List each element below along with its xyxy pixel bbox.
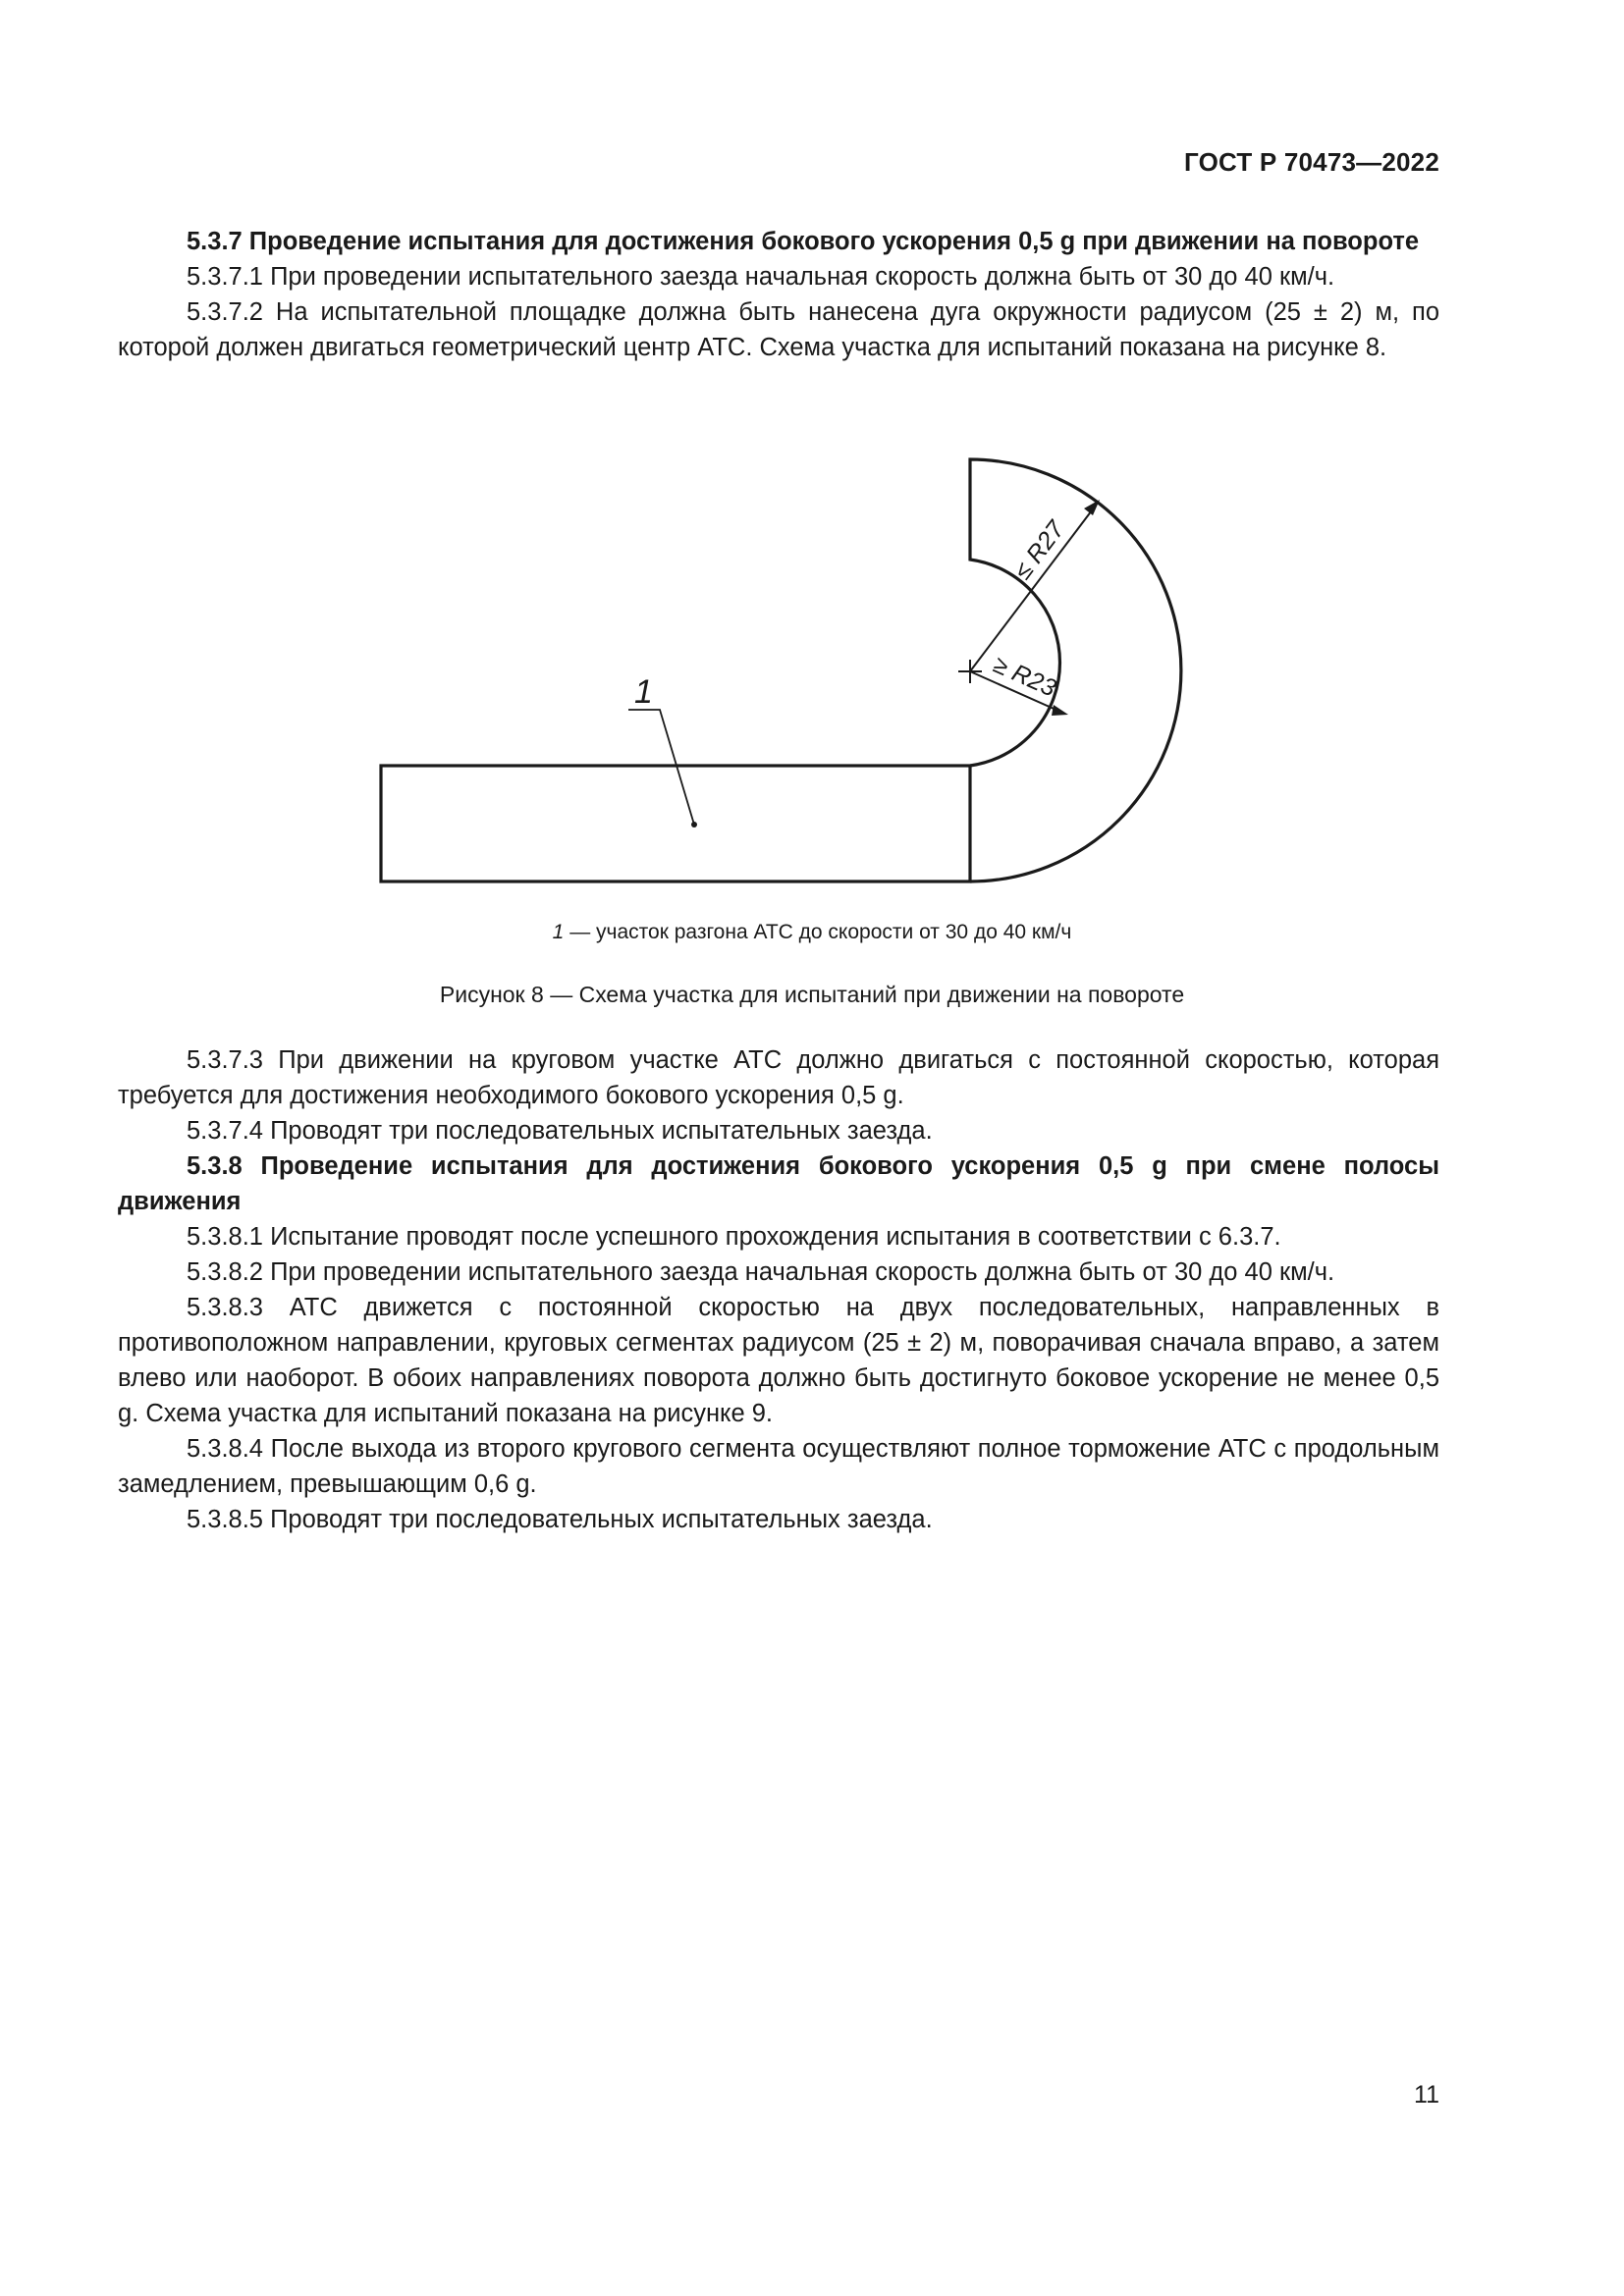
- outer-radius-line: [970, 507, 1095, 671]
- paragraph: 5.3.7.4 Проводят три последовательных испытательных заезда.: [187, 1117, 933, 1145]
- outer-radius-label: ≤ R27: [1008, 515, 1070, 585]
- paragraph: 5.3.8.2 При проведении испытательного заезда начальная скорость должна быть от 30 до 40 км/ч.: [187, 1258, 1335, 1286]
- paragraph: 5.3.7.3 При движении на круговом участке АТС должно двигаться с постоянной скоростью, которая требуется для достижения необходимого бокового ускорения 0,5 g.: [118, 1046, 1439, 1109]
- section-heading: 5.3.8 Проведение испытания для достижения бокового ускорения 0,5 g при смене полосы движения: [118, 1152, 1439, 1215]
- paragraph: 5.3.8.3 АТС движется с постоянной скоростью на двух последовательных, направленных в противоположном направлении, круговых сегментах радиусом (25 ± 2) м, поворачивая сначала вправо, а затем влево или наоборот. В обоих направлениях поворота должно быть достигнуто боковое ускорение не менее 0,5 g. Схема участка для испытаний показана на рисунке 9.: [118, 1294, 1439, 1427]
- inner-radius-label: ≥ R23: [989, 650, 1060, 703]
- paragraph: 5.3.7.2 На испытательной площадке должна быть нанесена дуга окружности радиусом (25 ± 2) м, по которой должен двигаться геометрический центр АТС. Схема участка для испытаний показана на рисунке 8.: [118, 298, 1439, 361]
- legend-text: — участок разгона АТС до скорости от 30 до 40 км/ч: [564, 921, 1072, 943]
- paragraph: 5.3.8.1 Испытание проводят после успешного прохождения испытания в соответствии с 6.3.7.: [187, 1223, 1281, 1251]
- figure-8-diagram: [0, 0, 1624, 982]
- figure-legend: [0, 921, 1624, 944]
- legend-number: 1: [552, 921, 565, 943]
- acceleration-strip: [381, 766, 970, 881]
- paragraph: 5.3.8.4 После выхода из второго кругового сегмента осуществляют полное торможение АТС с продольным замедлением, превышающим 0,6 g.: [118, 1435, 1439, 1498]
- page-number: 11: [1414, 2081, 1439, 2109]
- item-1-point: [691, 822, 697, 828]
- section-heading: 5.3.7 Проведение испытания для достижения бокового ускорения 0,5 g при движении на повороте: [187, 228, 1420, 255]
- outer-radius-arrow: [1084, 500, 1100, 515]
- paragraph: 5.3.7.1 При проведении испытательного заезда начальная скорость должна быть от 30 до 40 км/ч.: [187, 263, 1335, 291]
- item-1-label: 1: [634, 673, 653, 711]
- figure-caption: Рисунок 8 — Схема участка для испытаний при движении на повороте: [439, 982, 1185, 1007]
- document-id: ГОСТ Р 70473—2022: [1184, 147, 1439, 177]
- paragraph: 5.3.8.5 Проводят три последовательных испытательных заезда.: [187, 1506, 933, 1533]
- section-5-3-7-continued: [118, 1042, 1439, 1537]
- inner-radius-arrow: [1052, 705, 1068, 716]
